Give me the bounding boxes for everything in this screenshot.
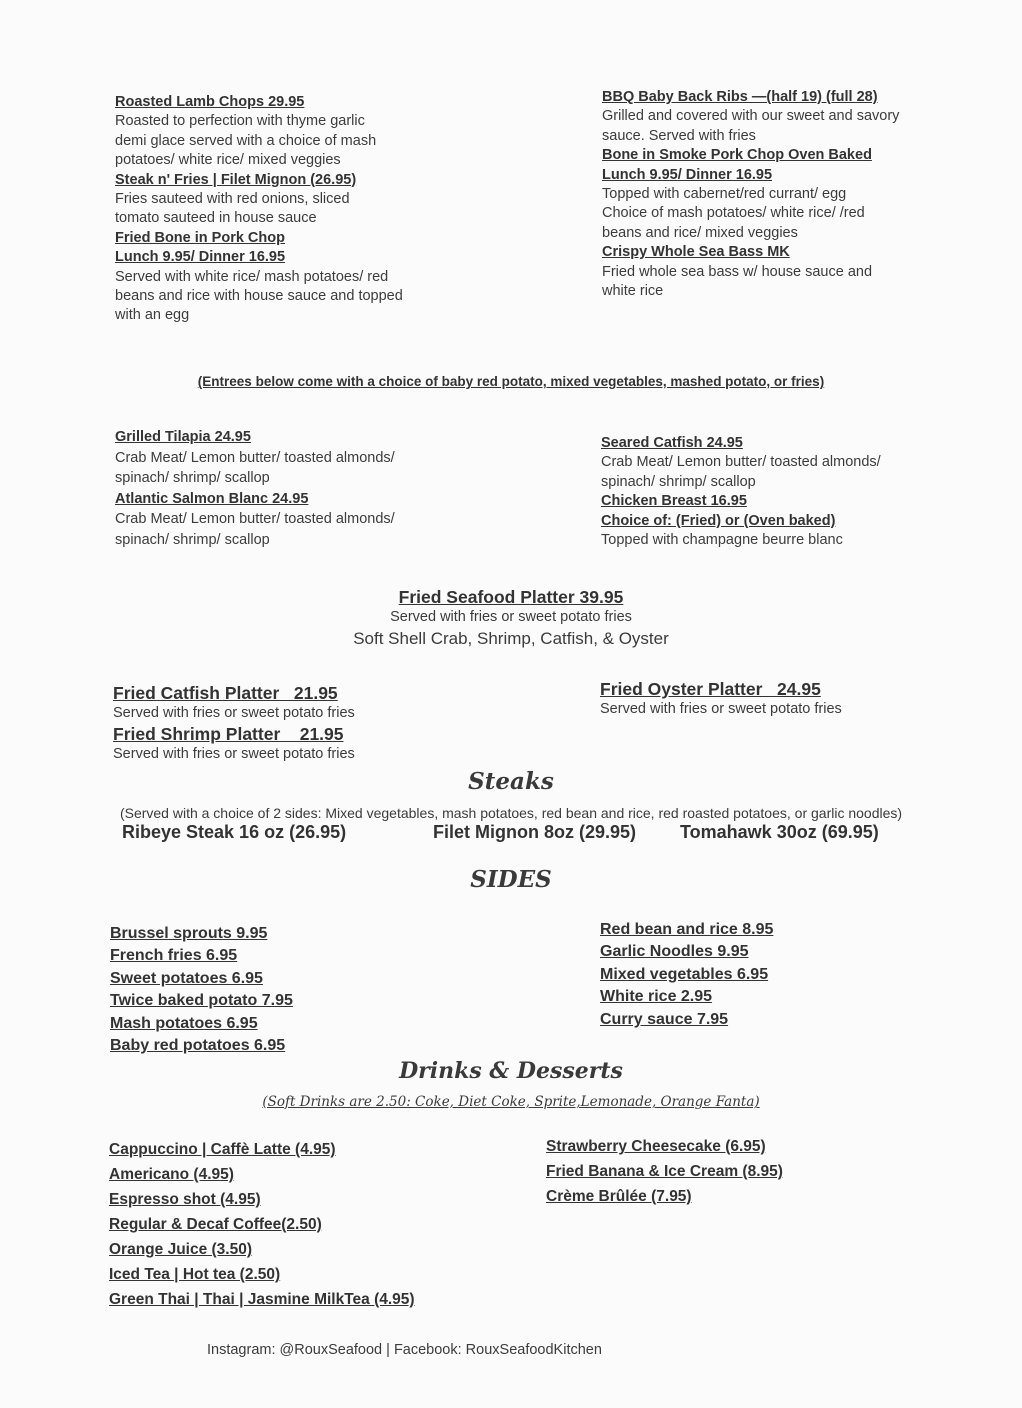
entree-desc: Crab Meat/ Lemon butter/ toasted almonds/ [601,454,881,471]
entree-desc: Grilled and covered with our sweet and savory [602,108,900,125]
drink-item: Iced Tea | Hot tea (2.50) [109,1266,281,1283]
entree-desc: Roasted to perfection with thyme garlic [115,113,365,130]
entree-title: Steak n' Fries | Filet Mignon (26.95) [115,171,357,188]
entree-title: Seared Catfish 24.95 [601,435,743,451]
drinks-left-column [109,1137,415,1312]
seafood-platter [0,586,1022,651]
entree-desc: beans and rice/ mixed veggies [602,224,798,241]
entree-title: BBQ Baby Back Ribs —(half 19) (full 28) [602,89,878,105]
side-item: Twice baked potato 7.95 [110,992,293,1010]
fish-left-column [115,427,445,550]
entree-desc: Topped with champagne beurre blanc [601,532,843,549]
entree-desc: Choice of mash potatoes/ white rice/ /red [602,205,865,222]
entree-title: Lunch 9.95/ Dinner 16.95 [602,166,773,183]
social-footer: Instagram: @RouxSeafood | Facebook: RouxSeafoodKitchen [207,1342,602,1358]
dessert-item: Crème Brûlée (7.95) [546,1188,692,1205]
side-item: Curry sauce 7.95 [600,1010,729,1028]
side-item: Baby red potatoes 6.95 [110,1037,286,1055]
dessert-item: Strawberry Cheesecake (6.95) [546,1138,766,1155]
entree-desc: Fried whole sea bass w/ house sauce and [602,263,873,280]
entree-desc: beans and rice with house sauce and topped [115,288,403,305]
platter-title: Fried Oyster Platter 24.95 [600,679,821,699]
entree-title: Bone in Smoke Pork Chop Oven Baked [602,147,872,164]
entrees-right-column [602,88,942,301]
entree-desc: sauce. Served with fries [602,127,756,144]
drink-item: Orange Juice (3.50) [109,1241,253,1258]
entree-title: Lunch 9.95/ Dinner 16.95 [115,249,286,266]
side-item: Sweet potatoes 6.95 [110,969,263,987]
entree-desc: with an egg [115,307,190,324]
drinks-heading: Drinks & Desserts [399,1058,623,1084]
side-item: Brussel sprouts 9.95 [110,925,268,942]
desserts-right-column [546,1134,783,1209]
side-item: Mash potatoes 6.95 [110,1014,258,1032]
entree-title: Crispy Whole Sea Bass MK [602,244,790,261]
entree-title: Atlantic Salmon Blanc 24.95 [115,490,309,507]
drink-item: Regular & Decaf Coffee(2.50) [109,1216,322,1233]
sides-right-column [600,919,773,1031]
platters-left-column [113,682,473,764]
seafood-platter-items: Soft Shell Crab, Shrimp, Catfish, & Oyster [353,629,669,648]
entree-desc: Served with white rice/ mash potatoes/ red [115,268,389,285]
entrees-note: (Entrees below come with a choice of baby red potato, mixed vegetables, mashed potato, or fries) [197,374,825,389]
side-item: Garlic Noodles 9.95 [600,943,749,961]
side-item: Mixed vegetables 6.95 [600,965,769,983]
entree-desc: spinach/ shrimp/ scallop [115,470,270,486]
fish-right-column [601,434,941,550]
steaks-heading: Steaks [468,768,554,795]
drink-item: Espresso shot (4.95) [109,1191,261,1208]
drink-item: Americano (4.95) [109,1166,234,1183]
platter-title: Fried Shrimp Platter 21.95 [113,724,344,744]
entree-desc: spinach/ shrimp/ scallop [601,473,756,490]
entree-desc: spinach/ shrimp/ scallop [115,531,270,548]
platter-desc: Served with fries or sweet potato fries [113,705,355,721]
side-item: White rice 2.95 [600,988,713,1006]
entree-desc: Fries sauteed with red onions, sliced [115,191,350,208]
entree-desc: tomato sauteed in house sauce [115,210,317,227]
steak-ribeye: Ribeye Steak 16 oz (26.95) [122,822,347,842]
entree-title: Choice of: (Fried) or (Oven baked) [601,512,836,529]
side-item: Red bean and rice 8.95 [600,921,774,938]
platters-right-column [600,678,940,719]
drinks-note: (Soft Drinks are 2.50: Coke, Diet Coke, Sprite,Lemonade, Orange Fanta) [262,1094,760,1110]
entree-desc: white rice [602,283,664,300]
sides-left-column [110,923,293,1057]
platter-desc: Served with fries or sweet potato fries [113,746,355,762]
entree-desc: Crab Meat/ Lemon butter/ toasted almonds/ [115,511,395,527]
seafood-platter-title: Fried Seafood Platter 39.95 [398,587,624,607]
entree-desc: demi glace served with a choice of mash [115,132,377,149]
entree-desc: Crab Meat/ Lemon butter/ toasted almonds/ [115,449,395,466]
drink-item: Cappuccino | Caffè Latte (4.95) [109,1141,336,1158]
steaks-note: (Served with a choice of 2 sides: Mixed vegetables, mash potatoes, red bean and rice, red roasted potatoes, or garlic noodles) [119,805,903,821]
platter-title: Fried Catfish Platter 21.95 [113,683,338,703]
entree-title: Grilled Tilapia 24.95 [115,429,251,445]
seafood-platter-desc: Served with fries or sweet potato fries [390,609,632,625]
steak-tomahawk: Tomahawk 30oz (69.95) [680,822,879,842]
entree-desc: potatoes/ white rice/ mixed veggies [115,152,341,169]
drink-item: Green Thai | Thai | Jasmine MilkTea (4.95) [109,1291,415,1308]
side-item: French fries 6.95 [110,947,238,965]
entree-title: Fried Bone in Pork Chop [115,229,285,246]
entree-title: Chicken Breast 16.95 [601,493,747,510]
steak-filet-mignon: Filet Mignon 8oz (29.95) [433,822,637,842]
sides-heading: SIDES [470,866,552,893]
entree-title: Roasted Lamb Chops 29.95 [115,94,305,110]
entree-desc: Topped with cabernet/red currant/ egg [602,186,847,203]
platter-desc: Served with fries or sweet potato fries [600,701,842,717]
dessert-item: Fried Banana & Ice Cream (8.95) [546,1163,783,1180]
entrees-left-column [115,93,445,326]
